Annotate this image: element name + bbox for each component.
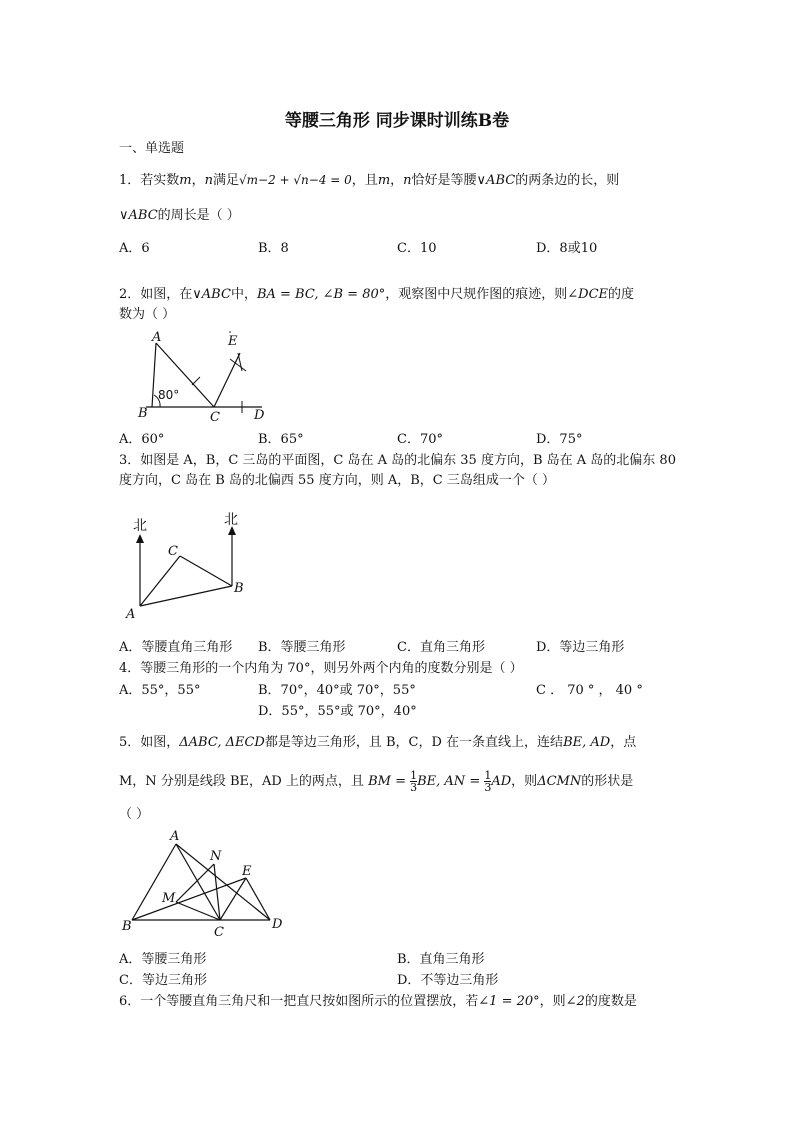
q6-angle-1: ∠1 = 20° xyxy=(478,994,540,1009)
q5-text-1: 5．如图， xyxy=(119,735,180,750)
q2-condition: BA = BC, ∠B = 80° xyxy=(256,287,386,302)
q5-label-e: E xyxy=(242,864,252,879)
q5-label-n: N xyxy=(210,849,222,864)
q2-text-1: 2．如图，在 xyxy=(119,287,193,302)
q3-stem-line1: 3．如图是 A，B，C 三岛的平面图，C 岛在 A 岛的北偏东 35 度方向，B 岛在 A 岛的北偏东 80 xyxy=(119,453,676,468)
q5-cmn: ΔCMN xyxy=(537,774,582,789)
q2-option-d: D．75° xyxy=(536,432,583,447)
q5-label-b: B xyxy=(122,919,132,934)
q2-label-e: E xyxy=(228,334,238,349)
q5-stem-line2 xyxy=(119,770,633,793)
q1-var-m2: m xyxy=(377,173,391,188)
q2-label-b: B xyxy=(138,406,148,421)
q1-text-1: 1．若实数 xyxy=(119,173,180,188)
q6-text-2: ，则 xyxy=(539,994,566,1009)
q1-text-3: ，且 xyxy=(351,173,378,188)
q3-figure xyxy=(118,510,258,620)
q5-option-a: A．等腰三角形 xyxy=(119,952,207,967)
q2-stem-line2: 数为（ ） xyxy=(119,307,176,322)
q3-option-c: C．直角三角形 xyxy=(397,640,485,655)
q5-text-3: ，点 xyxy=(610,735,637,750)
q5-frac-num-2: 1 xyxy=(484,769,492,782)
q5-text-6: 的形状是 xyxy=(581,774,634,789)
q1-text-5: 的两条边的长，则 xyxy=(515,173,620,188)
q1-triangle-2: ∨ABC xyxy=(119,208,158,223)
q2-label-d: D xyxy=(254,408,265,423)
q1-var-m: m xyxy=(179,173,192,188)
q3-label-b: B xyxy=(234,581,244,596)
q5-text-4: M，N 分别是线段 BE，AD 上的两点，且 xyxy=(119,774,364,789)
q5-stem-line3: （ ） xyxy=(119,807,150,822)
q2-angle: ∠DCE xyxy=(567,287,609,302)
q3-option-a: A．等腰直角三角形 xyxy=(119,640,233,655)
q3-label-a: A xyxy=(126,607,136,622)
q5-label-a: A xyxy=(170,829,180,844)
q2-option-b: B．65° xyxy=(258,432,304,447)
q4-option-a: A．55°，55° xyxy=(119,683,201,698)
q5-option-d: D．不等边三角形 xyxy=(397,973,499,988)
q1-triangle: ∨ABC xyxy=(476,173,516,188)
q3-north-label-1: 北 xyxy=(133,518,147,534)
q2-text-3: ，观察图中尺规作图的痕迹，则 xyxy=(385,287,568,302)
q4-stem: 4．等腰三角形的一个内角为 70°，则另外两个内角的度数分别是（ ） xyxy=(119,661,523,676)
q1-var-n2: n xyxy=(403,173,412,188)
q3-option-d: D．等边三角形 xyxy=(536,640,625,655)
q5-label-c: C xyxy=(214,925,224,940)
q5-triangles: ΔABC, ΔECD xyxy=(179,735,265,750)
q5-frac-num-1: 1 xyxy=(410,769,418,782)
q2-text-2: 中， xyxy=(230,287,257,302)
q6-text-3: 的度数是 xyxy=(584,994,637,1009)
q1-option-c: C．10 xyxy=(397,241,437,256)
q1-stem-line2 xyxy=(119,207,240,225)
q5-bm: BM = xyxy=(368,774,406,789)
q6-stem xyxy=(119,993,637,1011)
q1-text-4: 恰好是等腰 xyxy=(411,173,477,188)
q1-text-6: 的周长是（ ） xyxy=(157,208,240,223)
q2-figure xyxy=(130,325,270,425)
q5-label-d: D xyxy=(272,917,283,932)
q2-text-4: 的度 xyxy=(608,287,635,302)
q5-segments: BE, AD xyxy=(563,735,611,750)
page-title: 等腰三角形 同步课时训练B卷 xyxy=(284,111,510,131)
q2-option-c: C．70° xyxy=(397,432,443,447)
q5-option-b: B．直角三角形 xyxy=(397,952,485,967)
q5-stem-line1 xyxy=(119,734,636,752)
q5-label-m: M xyxy=(162,891,176,906)
q3-label-c: C xyxy=(168,544,178,559)
q4-option-c: C ． 70 ° ， 40 ° xyxy=(536,683,643,698)
q1-comma-2: ， xyxy=(390,173,404,188)
q1-stem xyxy=(119,171,619,190)
q5-frac-den-1: 3 xyxy=(410,781,418,794)
q2-label-c: C xyxy=(210,410,220,425)
q1-option-d: D．8或10 xyxy=(536,241,598,256)
q1-comma-1: ， xyxy=(191,173,205,188)
q3-stem-line2: 度方向，C 岛在 B 岛的北偏西 55 度方向，则 A，B，C 三岛组成一个（ ） xyxy=(119,473,555,488)
q1-text-2: 满足 xyxy=(213,173,240,188)
q2-angle-label: 80° xyxy=(158,388,180,402)
q4-option-d: D．55°，55°或 70°，40° xyxy=(258,704,417,719)
q1-option-b: B．8 xyxy=(258,241,289,256)
q6-angle-2: ∠2 xyxy=(565,994,585,1009)
section-heading: 一、单选题 xyxy=(119,141,185,156)
q3-option-b: B．等腰三角形 xyxy=(258,640,346,655)
q5-be: BE, AN = xyxy=(417,774,481,789)
q5-option-c: C．等边三角形 xyxy=(119,973,207,988)
q5-ad: AD xyxy=(491,774,512,789)
q6-text-1: 6．一个等腰直角三角尺和一把直尺按如图所示的位置摆放，若 xyxy=(119,994,479,1009)
q5-frac-den-2: 3 xyxy=(484,781,492,794)
q1-var-n: n xyxy=(204,173,213,188)
q5-figure xyxy=(120,828,290,940)
q2-option-a: A．60° xyxy=(119,432,165,447)
q5-text-5: ，则 xyxy=(511,774,538,789)
q2-triangle: ∨ABC xyxy=(192,287,231,302)
q4-option-b: B．70°，40°或 70°，55° xyxy=(258,683,416,698)
q3-north-label-2: 北 xyxy=(224,512,238,528)
q1-option-a: A．6 xyxy=(119,241,150,256)
q2-stem xyxy=(119,286,634,304)
q5-text-2: 都是等边三角形，且 B，C，D 在一条直线上，连结 xyxy=(264,735,564,750)
q2-label-a: A xyxy=(152,330,162,345)
q1-formula: √m−2 + √n−4 = 0 xyxy=(239,173,352,187)
